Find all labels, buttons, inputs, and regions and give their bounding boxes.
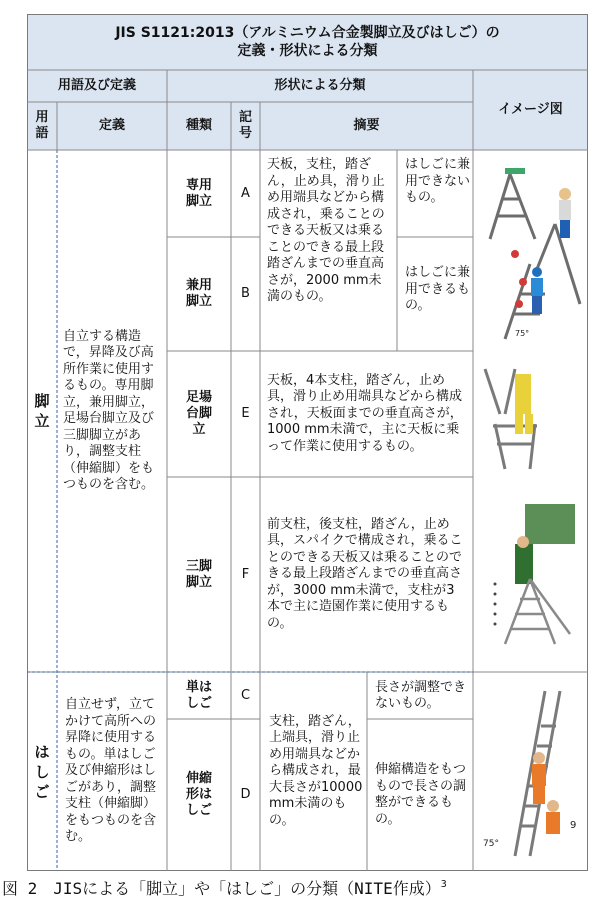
kind-C: 単は しご	[185, 679, 212, 711]
note-A: はしごに兼用できないもの。	[405, 157, 471, 205]
note-D: 伸縮構造をもつもので長さの調整ができるもの。	[375, 762, 467, 827]
table-title	[27, 14, 588, 70]
header-definition: 定義	[98, 118, 125, 133]
summary-E: 天板，4本支柱，踏ざん，止め具，滑り止め用端具などから構成され，天板面までの垂直高さが，1000 mm未満で，主に天板に乗って作業に使用するもの。	[267, 372, 463, 454]
symbol-E: E	[241, 406, 250, 421]
kind-D: 伸縮 形は しご	[185, 771, 212, 818]
note-C: 長さが調整できないもの。	[375, 679, 467, 711]
note-B: はしごに兼用できるもの。	[405, 265, 471, 314]
definition-hashigo: 自立せず，立てかけて高所への昇降に使用するもの。単はしご及び伸縮形はしごがあり，調整支柱（伸縮脚）をもつものを含む。	[65, 697, 157, 845]
summary-F: 前支柱，後支柱，踏ざん，止め具，スパイクで構成され，乗ることのできる天板又は乗ることのできる最上段踏ざんまでの垂直高さが，3000 mm未満で，支柱が3本で主に造園作業に使用するもの。	[267, 516, 463, 631]
symbol-D: D	[240, 787, 251, 802]
caption-footnote: 3	[440, 879, 447, 890]
header-image: イメージ図	[498, 102, 563, 117]
stepladder-illustration-AB	[475, 154, 585, 344]
ladder-illustration-CD	[475, 676, 585, 868]
angle-label-1: 75°	[515, 329, 530, 338]
figure-caption	[2, 879, 447, 899]
tripod-ladder-illustration-F	[475, 484, 585, 664]
symbol-C: C	[240, 687, 251, 703]
term-hashigo: は し ご	[34, 742, 50, 801]
header-term: 用 語	[35, 110, 49, 141]
summary-AB: 天板，支柱，踏ざん，止め具，滑り止め用端具などから構成され，乗ることのできる天板又は乗ることのできる最上段踏ざんまでの垂直高さが，2000 mm未満のもの。	[267, 157, 385, 304]
term-kyatatsu: 脚 立	[34, 392, 50, 430]
symbol-F: F	[241, 566, 250, 582]
caption-text: 図 2 JISによる「脚立」や「はしご」の分類（NITE作成）	[2, 879, 441, 898]
kind-A: 専用 脚立	[185, 177, 212, 209]
header-kind: 種類	[185, 118, 212, 133]
mark-label: 9	[570, 820, 577, 831]
kind-B: 兼用 脚立	[185, 278, 212, 309]
step-stool-illustration-E	[475, 354, 585, 474]
header-summary: 摘要	[353, 118, 380, 133]
kind-E: 足場 台脚 立	[185, 390, 212, 437]
definition-kyatatsu: 自立する構造で，昇降及び高所作業に使用するもの。専用脚立，兼用脚立，足場台脚立及び三脚脚立があり，調整支柱（伸縮脚）をもつものを含む。	[63, 328, 155, 492]
table-title-line1: JIS S1121:2013（アルミニウム合金製脚立及びはしご）の	[115, 25, 500, 41]
symbol-A: A	[241, 185, 250, 201]
header-shape-group: 形状による分類	[274, 78, 366, 93]
classification-table	[27, 14, 588, 871]
header-symbol: 記 号	[238, 110, 252, 141]
kind-F: 三脚 脚立	[185, 558, 212, 590]
summary-CD: 支柱，踏ざん，上端具，滑り止め用端具などから構成され，最大長さが10000 mm未満のもの。	[269, 713, 363, 828]
table-title-line2: 定義・形状による分類	[237, 43, 378, 59]
header-terms-group: 用語及び定義	[57, 78, 136, 93]
angle-label-2: 75°	[483, 839, 499, 849]
symbol-B: B	[241, 286, 250, 301]
